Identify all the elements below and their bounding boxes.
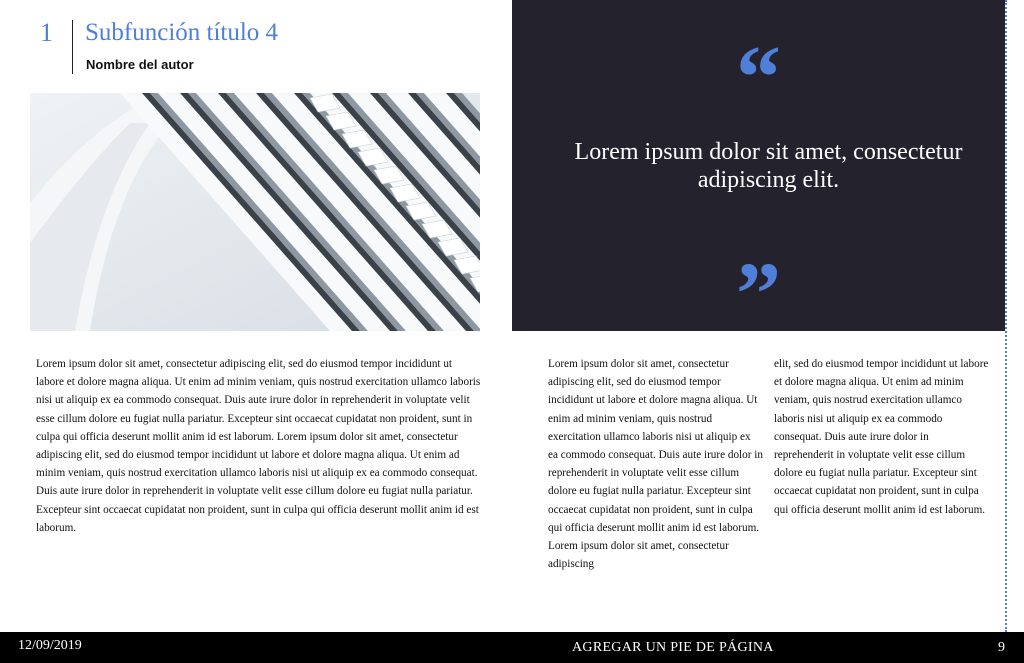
pull-quote: Lorem ipsum dolor sit amet, consectetur adipiscing elit. bbox=[574, 139, 963, 193]
open-quote-icon: “ bbox=[736, 28, 781, 127]
footer-date: 12/09/2019 bbox=[18, 638, 82, 653]
building-facade-photo bbox=[30, 93, 480, 331]
footer-bar bbox=[0, 632, 1024, 663]
author-name: Nombre del autor bbox=[86, 57, 194, 72]
quote-panel bbox=[512, 0, 1005, 344]
page-number: 9 bbox=[998, 640, 1005, 655]
footer-text: AGREGAR UN PIE DE PÁGINA bbox=[572, 640, 774, 655]
body-text-right-column-2: elit, sed do eiusmod tempor incididunt ut labore et dolore magna aliqua. Ut enim ad minim veniam, quis nostrud exercitation ullamco laboris nisi ut aliquip ex ea commodo consequat. Duis aute irure dolor in reprehenderit in voluptate velit esse cillum dolore eu fugiat nulla pariatur. Excepteur sint occaecat cupidatat non proident, sunt in culpa qui officia deserunt mollit anim id est laborum. bbox=[774, 358, 989, 516]
body-text-right-column-1: Lorem ipsum dolor sit amet, consectetur adipiscing elit, sed do eiusmod tempor incididunt ut labore et dolore magna aliqua. Ut enim ad minim veniam, quis nostrud exercitation ullamco laboris nisi ut aliquip ex ea commodo consequat. Duis aute irure dolor in reprehenderit in voluptate velit esse cillum dolore eu fugiat nulla pariatur. Excepteur sint occaecat cupidatat non proident, sunt in culpa qui officia deserunt mollit anim id est laborum. Lorem ipsum dolor sit amet, consectetur adipiscing bbox=[548, 358, 763, 571]
page-subtitle: Subfunción título 4 bbox=[85, 19, 279, 46]
dotted-divider bbox=[1005, 0, 1007, 632]
body-text-left: Lorem ipsum dolor sit amet, consectetur adipiscing elit, sed do eiusmod tempor incididunt ut labore et dolore magna aliqua. Ut enim ad minim veniam, quis nostrud exercitation ullamco laboris nisi ut aliquip ex ea commodo consequat. Duis aute irure dolor in reprehenderit in voluptate velit esse cillum dolore eu fugiat nulla pariatur. Excepteur sint occaecat cupidatat non proident, sunt in culpa qui officia deserunt mollit anim id est laborum. Lorem ipsum dolor sit amet, consectetur adipiscing elit, sed do eiusmod tempor incididunt ut labore et dolore magna aliqua. Ut enim ad minim veniam, quis nostrud exercitation ullamco laboris nisi ut aliquip ex ea commodo consequat. Duis aute irure dolor in reprehenderit in voluptate velit esse cillum dolore eu fugiat nulla pariatur. Excepteur sint occaecat cupidatat non proident, sunt in culpa qui officia deserunt mollit anim id est laborum. bbox=[36, 358, 481, 534]
section-number: 1 bbox=[40, 18, 53, 47]
title-divider bbox=[72, 20, 73, 74]
close-quote-icon: ” bbox=[736, 245, 781, 344]
